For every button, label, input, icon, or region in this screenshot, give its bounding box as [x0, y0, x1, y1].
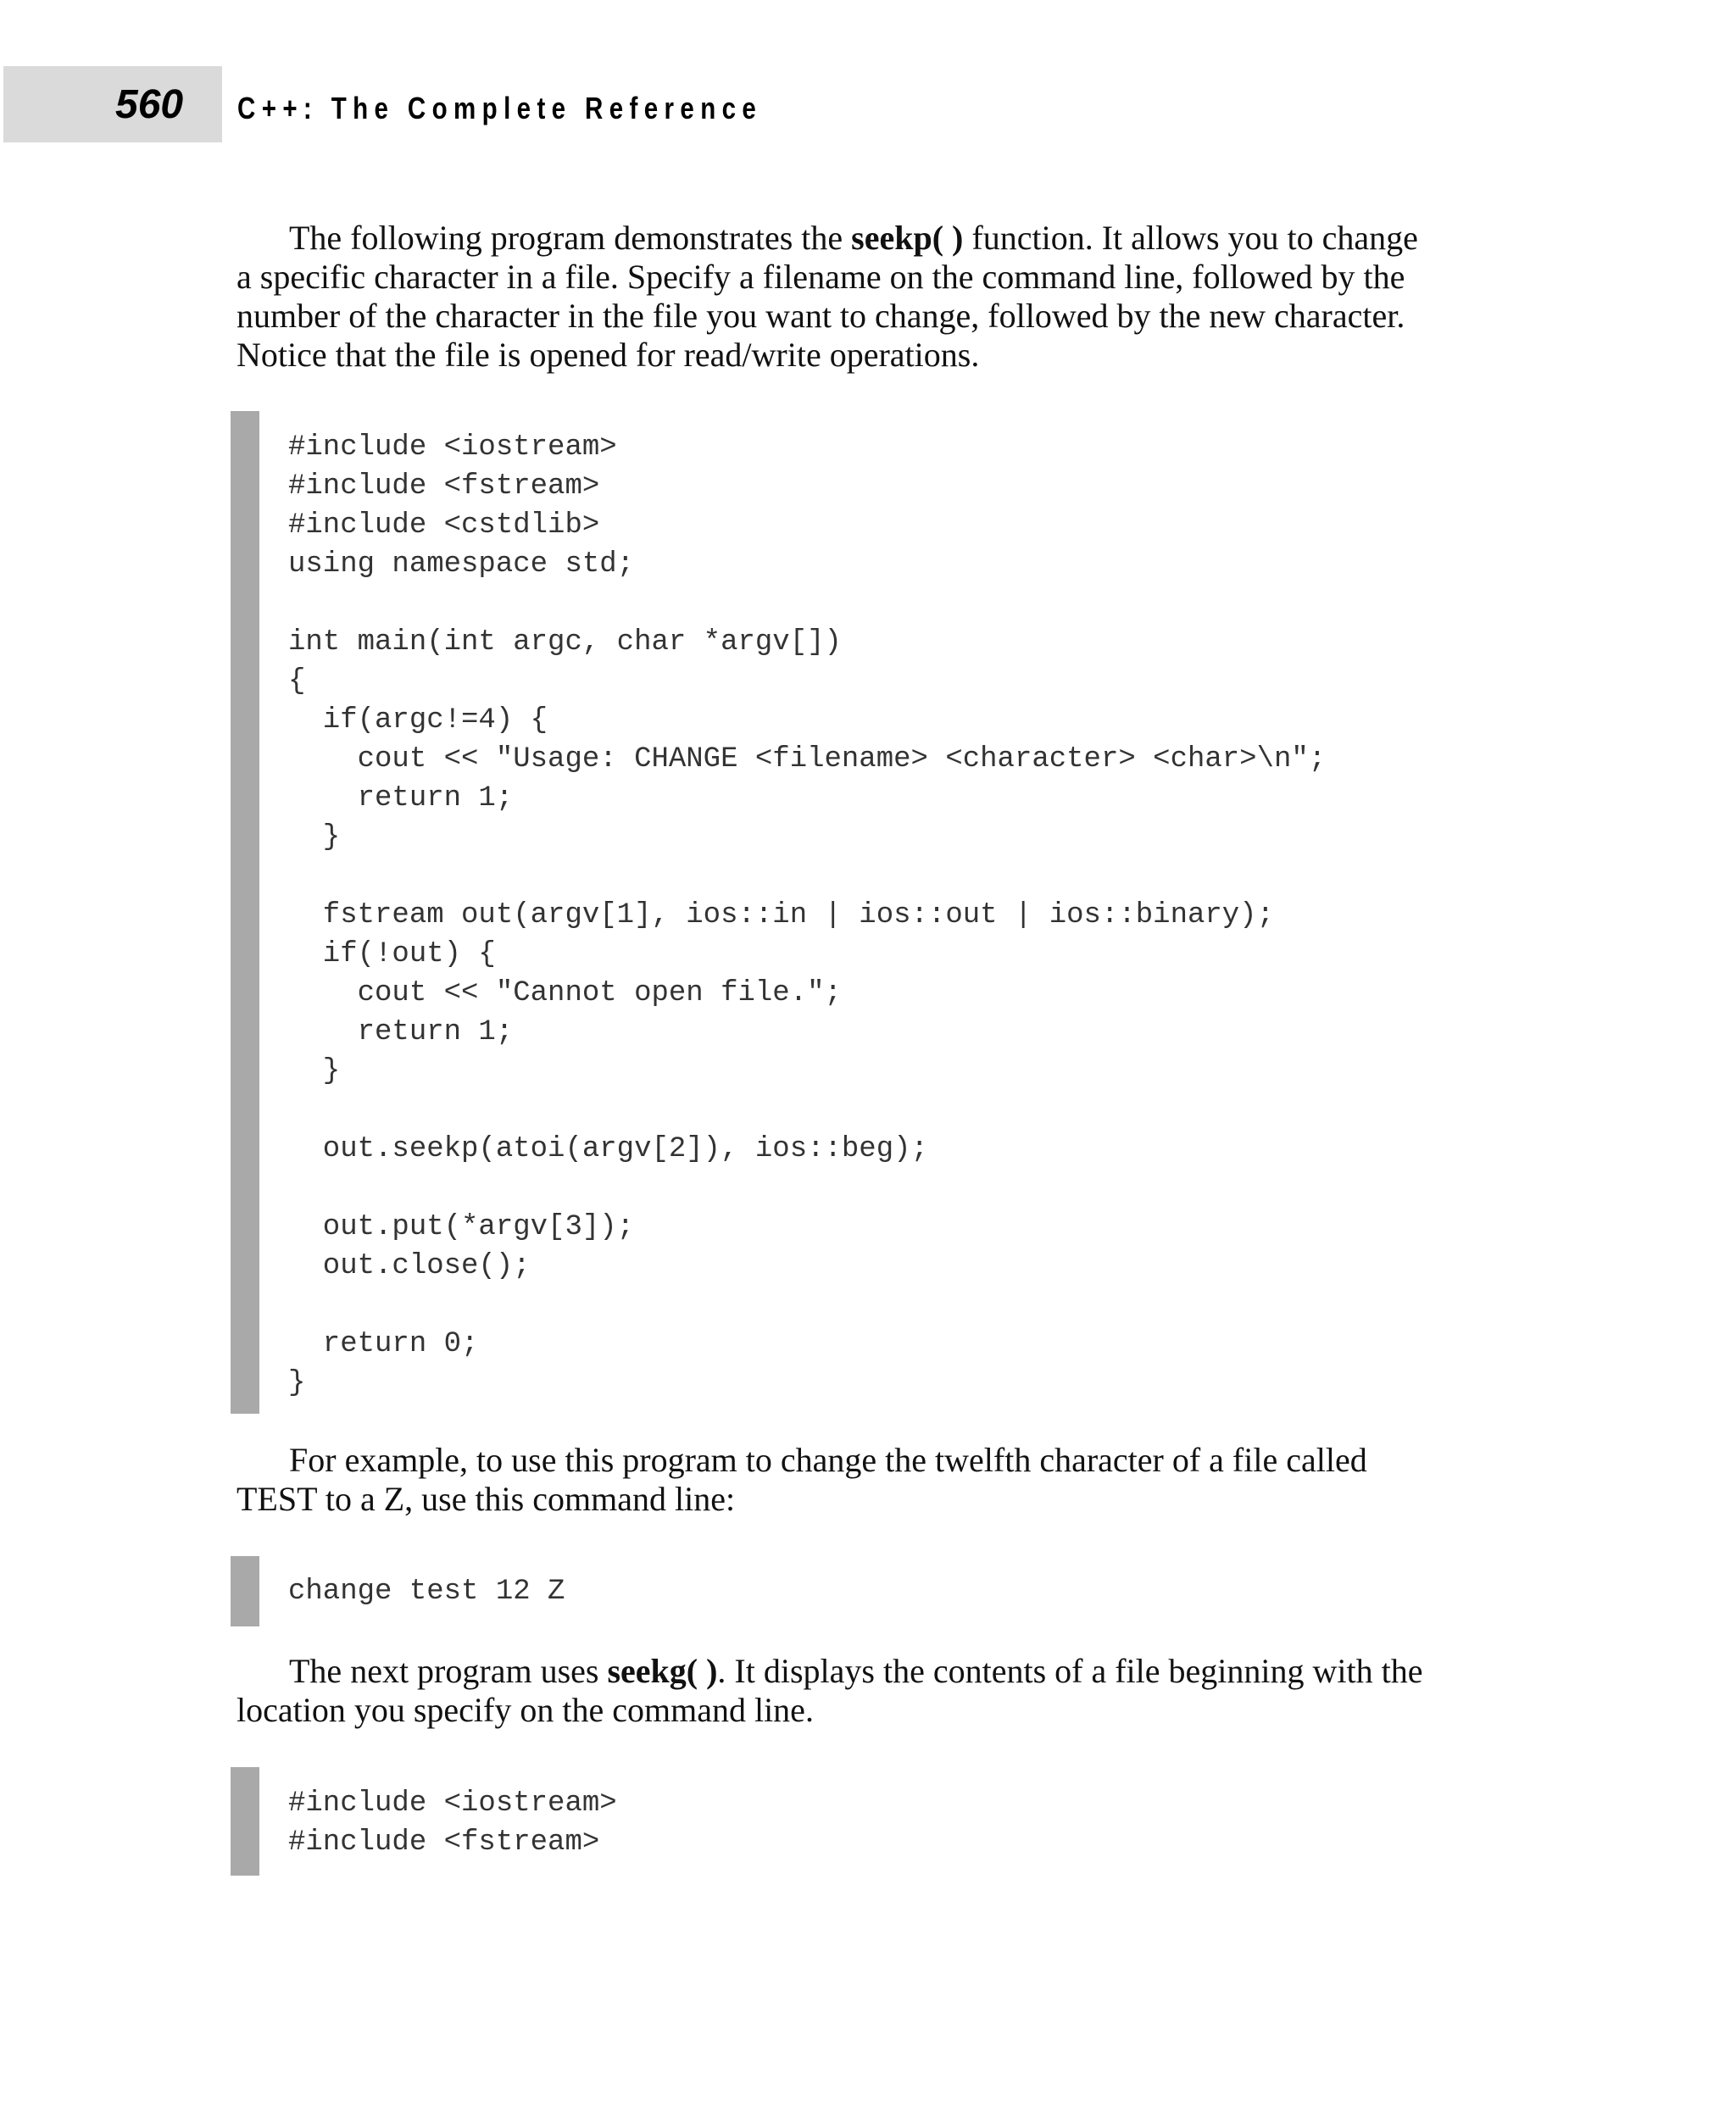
code-line: #include <cstdlib>: [288, 509, 600, 542]
code-line: int main(int argc, char *argv[]): [288, 626, 842, 659]
code-line: #include <iostream>: [288, 1787, 617, 1820]
code-line: out.close();: [288, 1250, 531, 1282]
code-listing-change-program: [288, 428, 1326, 1403]
code-line: }: [288, 1367, 306, 1399]
code-listing-seekg-program: [288, 1784, 617, 1862]
para1-line1-pre: The following program demonstrates the: [289, 219, 852, 257]
code-line: #include <fstream>: [288, 1826, 600, 1859]
para2-line2: TEST to a Z, use this command line:: [236, 1480, 736, 1518]
para1-line2: a specific character in a file. Specify a filename on the command line, followed by the: [236, 258, 1405, 296]
code-line: {: [288, 665, 306, 698]
code-line: cout << "Usage: CHANGE <filename> <character> <char>\n";: [288, 743, 1327, 776]
code-line: #include <fstream>: [288, 470, 600, 503]
code-line: cout << "Cannot open file.";: [288, 977, 842, 1009]
code-line: if(argc!=4) {: [288, 704, 548, 737]
para3-line1-post: . It displays the contents of a file beginning with the: [717, 1652, 1423, 1690]
code-line: return 0;: [288, 1328, 479, 1360]
intro-paragraph: [236, 219, 1491, 375]
book-title: C++: The Complete Reference: [237, 91, 763, 125]
code-block-bar: [231, 411, 259, 1414]
code-line: return 1;: [288, 1016, 514, 1048]
example-paragraph: [236, 1441, 1491, 1519]
para2-line1: For example, to use this program to change the twelfth character of a file called: [289, 1441, 1367, 1479]
code-line: fstream out(argv[1], ios::in | ios::out | ios::binary);: [288, 899, 1274, 931]
seekg-paragraph: [236, 1652, 1491, 1730]
para1-line3: number of the character in the file you want to change, followed by the new character.: [236, 297, 1405, 335]
code-line: return 1;: [288, 782, 514, 814]
code-line: #include <iostream>: [288, 431, 617, 464]
code-line: }: [288, 1055, 341, 1087]
code-line: using namespace std;: [288, 548, 635, 581]
para3-line2: location you specify on the command line.: [236, 1691, 814, 1729]
para3-line1-pre: The next program uses: [289, 1652, 608, 1690]
code-line: if(!out) {: [288, 938, 496, 970]
para1-line1-post: function. It allows you to change: [963, 219, 1418, 257]
function-name-seekp: seekp( ): [851, 219, 964, 257]
code-block-bar-2: [231, 1767, 259, 1876]
code-line: change test 12 Z: [288, 1576, 565, 1608]
command-line-bar: [231, 1556, 259, 1626]
para1-line4: Notice that the file is opened for read/write operations.: [236, 336, 980, 374]
header-tab: [3, 66, 222, 142]
command-line-example: [288, 1572, 565, 1611]
page-number: 560: [115, 82, 184, 127]
code-line: out.put(*argv[3]);: [288, 1211, 635, 1243]
code-line: }: [288, 821, 341, 853]
function-name-seekg: seekg( ): [607, 1652, 718, 1690]
code-line: out.seekp(atoi(argv[2]), ios::beg);: [288, 1133, 928, 1165]
